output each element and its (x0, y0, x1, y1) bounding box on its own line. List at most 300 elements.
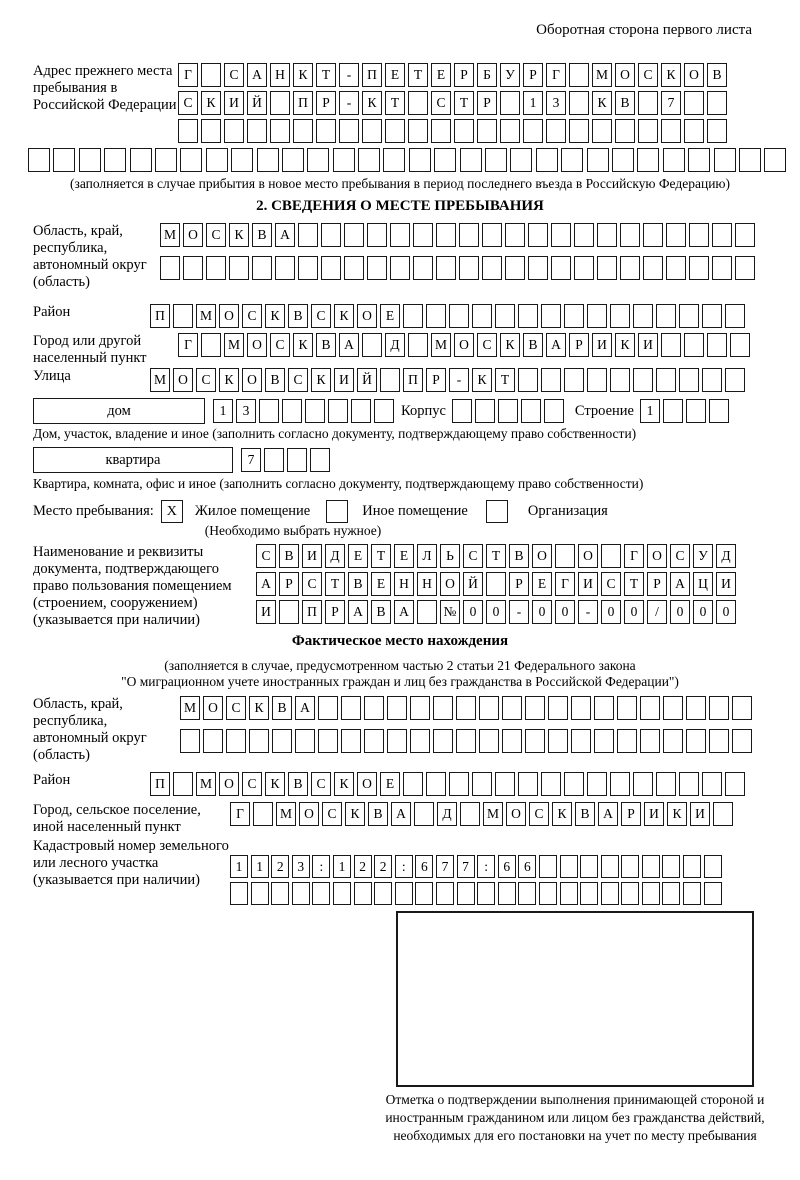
char-cell[interactable]: - (578, 600, 598, 624)
char-cell[interactable]: В (371, 600, 391, 624)
char-cell[interactable] (485, 148, 507, 172)
char-cell[interactable] (436, 256, 456, 280)
char-cell[interactable] (679, 772, 699, 796)
char-cell[interactable] (362, 119, 382, 143)
char-cell[interactable] (495, 304, 515, 328)
char-cell[interactable] (684, 91, 704, 115)
char-cell[interactable] (390, 223, 410, 247)
char-cell[interactable] (272, 729, 292, 753)
char-cell[interactable] (587, 368, 607, 392)
char-cell[interactable]: К (229, 223, 249, 247)
char-cell[interactable] (555, 544, 575, 568)
char-cell[interactable]: С (226, 696, 246, 720)
char-cell[interactable]: М (276, 802, 296, 826)
char-cell[interactable] (502, 696, 522, 720)
char-cell[interactable]: 3 (292, 855, 310, 878)
char-cell[interactable] (518, 882, 536, 905)
char-cell[interactable]: С (477, 333, 497, 357)
char-cell[interactable] (704, 855, 722, 878)
char-cell[interactable] (725, 368, 745, 392)
char-cell[interactable] (662, 855, 680, 878)
char-cell[interactable] (472, 772, 492, 796)
char-cell[interactable] (321, 256, 341, 280)
char-cell[interactable] (656, 304, 676, 328)
char-cell[interactable]: К (661, 63, 681, 87)
char-cell[interactable] (318, 696, 338, 720)
char-cell[interactable]: 0 (601, 600, 621, 624)
char-cell[interactable]: К (592, 91, 612, 115)
char-cell[interactable]: О (578, 544, 598, 568)
char-cell[interactable]: А (391, 802, 411, 826)
char-cell[interactable]: Н (270, 63, 290, 87)
char-cell[interactable]: Й (247, 91, 267, 115)
char-cell[interactable]: : (312, 855, 330, 878)
char-cell[interactable]: С (196, 368, 216, 392)
char-cell[interactable] (725, 304, 745, 328)
char-cell[interactable]: Е (371, 572, 391, 596)
char-cell[interactable] (367, 223, 387, 247)
char-cell[interactable] (642, 855, 660, 878)
char-cell[interactable]: С (431, 91, 451, 115)
char-cell[interactable] (686, 729, 706, 753)
char-cell[interactable] (479, 696, 499, 720)
char-cell[interactable] (459, 223, 479, 247)
char-cell[interactable]: А (670, 572, 690, 596)
char-cell[interactable]: Г (230, 802, 250, 826)
char-cell[interactable] (270, 91, 290, 115)
char-cell[interactable] (449, 304, 469, 328)
char-cell[interactable] (707, 119, 727, 143)
char-cell[interactable]: В (368, 802, 388, 826)
char-cell[interactable] (643, 223, 663, 247)
char-cell[interactable] (410, 696, 430, 720)
char-cell[interactable] (354, 882, 372, 905)
char-cell[interactable] (709, 399, 729, 423)
char-cell[interactable] (201, 119, 221, 143)
char-cell[interactable] (536, 148, 558, 172)
char-cell[interactable] (457, 882, 475, 905)
char-cell[interactable] (180, 729, 200, 753)
char-cell[interactable] (434, 148, 456, 172)
char-cell[interactable]: Е (380, 772, 400, 796)
char-cell[interactable] (333, 882, 351, 905)
char-cell[interactable] (498, 399, 518, 423)
char-cell[interactable] (561, 148, 583, 172)
char-cell[interactable] (253, 802, 273, 826)
char-cell[interactable] (403, 772, 423, 796)
char-cell[interactable] (282, 399, 302, 423)
char-cell[interactable] (395, 882, 413, 905)
char-cell[interactable] (544, 399, 564, 423)
char-cell[interactable]: И (256, 600, 276, 624)
char-cell[interactable] (610, 368, 630, 392)
char-cell[interactable]: 7 (241, 448, 261, 472)
char-cell[interactable]: 1 (333, 855, 351, 878)
char-cell[interactable] (477, 119, 497, 143)
char-cell[interactable] (472, 304, 492, 328)
char-cell[interactable] (684, 333, 704, 357)
char-cell[interactable]: Д (325, 544, 345, 568)
char-cell[interactable]: 0 (693, 600, 713, 624)
char-cell[interactable]: К (552, 802, 572, 826)
char-cell[interactable]: : (477, 855, 495, 878)
char-cell[interactable] (574, 223, 594, 247)
char-cell[interactable] (287, 448, 307, 472)
char-cell[interactable]: 3 (546, 91, 566, 115)
char-cell[interactable] (661, 119, 681, 143)
char-cell[interactable] (580, 855, 598, 878)
char-cell[interactable] (620, 256, 640, 280)
char-cell[interactable] (712, 256, 732, 280)
char-cell[interactable] (206, 256, 226, 280)
char-cell[interactable] (408, 333, 428, 357)
char-cell[interactable] (518, 368, 538, 392)
char-cell[interactable] (704, 882, 722, 905)
char-cell[interactable]: Г (178, 333, 198, 357)
char-cell[interactable] (271, 882, 289, 905)
char-cell[interactable] (615, 119, 635, 143)
char-cell[interactable]: В (575, 802, 595, 826)
char-cell[interactable] (226, 729, 246, 753)
char-cell[interactable]: И (592, 333, 612, 357)
char-cell[interactable]: С (270, 333, 290, 357)
char-cell[interactable] (305, 399, 325, 423)
char-cell[interactable] (640, 696, 660, 720)
char-cell[interactable]: С (288, 368, 308, 392)
char-cell[interactable] (374, 882, 392, 905)
char-cell[interactable] (666, 256, 686, 280)
char-cell[interactable]: Ц (693, 572, 713, 596)
char-cell[interactable]: Т (454, 91, 474, 115)
char-cell[interactable]: Р (477, 91, 497, 115)
char-cell[interactable]: 2 (271, 855, 289, 878)
char-cell[interactable] (633, 368, 653, 392)
char-cell[interactable]: 0 (532, 600, 552, 624)
char-cell[interactable] (523, 119, 543, 143)
char-cell[interactable] (298, 223, 318, 247)
char-cell[interactable]: С (322, 802, 342, 826)
char-cell[interactable]: О (440, 572, 460, 596)
char-cell[interactable] (475, 399, 495, 423)
char-cell[interactable] (640, 729, 660, 753)
char-cell[interactable]: О (532, 544, 552, 568)
char-cell[interactable]: Г (555, 572, 575, 596)
char-cell[interactable]: В (288, 772, 308, 796)
char-cell[interactable]: Г (546, 63, 566, 87)
char-cell[interactable]: А (598, 802, 618, 826)
char-cell[interactable] (403, 304, 423, 328)
char-cell[interactable]: О (647, 544, 667, 568)
char-cell[interactable]: И (644, 802, 664, 826)
char-cell[interactable]: О (247, 333, 267, 357)
char-cell[interactable] (495, 772, 515, 796)
char-cell[interactable]: К (293, 333, 313, 357)
char-cell[interactable] (479, 729, 499, 753)
char-cell[interactable]: А (394, 600, 414, 624)
char-cell[interactable] (426, 304, 446, 328)
char-cell[interactable] (587, 772, 607, 796)
char-cell[interactable]: О (615, 63, 635, 87)
char-cell[interactable] (739, 148, 761, 172)
char-cell[interactable] (415, 882, 433, 905)
char-cell[interactable] (298, 256, 318, 280)
char-cell[interactable] (410, 729, 430, 753)
char-cell[interactable]: К (362, 91, 382, 115)
char-cell[interactable] (686, 696, 706, 720)
char-cell[interactable] (500, 119, 520, 143)
char-cell[interactable] (569, 63, 589, 87)
char-cell[interactable] (482, 223, 502, 247)
char-cell[interactable] (436, 882, 454, 905)
char-cell[interactable] (551, 256, 571, 280)
char-cell[interactable]: С (638, 63, 658, 87)
char-cell[interactable]: М (431, 333, 451, 357)
char-cell[interactable] (316, 119, 336, 143)
char-cell[interactable] (155, 148, 177, 172)
char-cell[interactable] (452, 399, 472, 423)
char-cell[interactable]: С (311, 304, 331, 328)
char-cell[interactable]: П (150, 304, 170, 328)
char-cell[interactable]: С (256, 544, 276, 568)
char-cell[interactable] (518, 772, 538, 796)
char-cell[interactable] (413, 223, 433, 247)
char-cell[interactable] (683, 855, 701, 878)
char-cell[interactable] (541, 772, 561, 796)
char-cell[interactable]: О (242, 368, 262, 392)
char-cell[interactable] (270, 119, 290, 143)
char-cell[interactable] (689, 223, 709, 247)
char-cell[interactable]: 6 (415, 855, 433, 878)
char-cell[interactable] (594, 729, 614, 753)
char-cell[interactable]: Д (437, 802, 457, 826)
char-cell[interactable] (702, 772, 722, 796)
char-cell[interactable]: - (339, 91, 359, 115)
char-cell[interactable] (571, 729, 591, 753)
char-cell[interactable]: Б (477, 63, 497, 87)
char-cell[interactable]: В (523, 333, 543, 357)
char-cell[interactable]: К (472, 368, 492, 392)
char-cell[interactable]: С (311, 772, 331, 796)
char-cell[interactable] (477, 882, 495, 905)
char-cell[interactable] (560, 855, 578, 878)
char-cell[interactable] (201, 63, 221, 87)
char-cell[interactable]: - (449, 368, 469, 392)
char-cell[interactable]: Д (385, 333, 405, 357)
char-cell[interactable] (459, 256, 479, 280)
char-cell[interactable]: Т (486, 544, 506, 568)
char-cell[interactable] (307, 148, 329, 172)
char-cell[interactable]: О (357, 772, 377, 796)
char-cell[interactable] (206, 148, 228, 172)
char-cell[interactable]: С (302, 572, 322, 596)
char-cell[interactable]: 0 (486, 600, 506, 624)
char-cell[interactable] (417, 600, 437, 624)
char-cell[interactable]: Г (624, 544, 644, 568)
char-cell[interactable] (505, 223, 525, 247)
char-cell[interactable] (390, 256, 410, 280)
char-cell[interactable] (482, 256, 502, 280)
char-cell[interactable]: С (178, 91, 198, 115)
char-cell[interactable] (28, 148, 50, 172)
char-cell[interactable] (714, 148, 736, 172)
char-cell[interactable]: К (334, 772, 354, 796)
char-cell[interactable] (564, 304, 584, 328)
char-cell[interactable]: В (615, 91, 635, 115)
char-cell[interactable] (684, 119, 704, 143)
char-cell[interactable]: С (224, 63, 244, 87)
char-cell[interactable]: И (334, 368, 354, 392)
char-cell[interactable]: П (362, 63, 382, 87)
char-cell[interactable]: И (224, 91, 244, 115)
char-cell[interactable]: М (224, 333, 244, 357)
char-cell[interactable]: Р (621, 802, 641, 826)
char-cell[interactable]: С (601, 572, 621, 596)
char-cell[interactable]: И (716, 572, 736, 596)
char-cell[interactable] (594, 696, 614, 720)
char-cell[interactable] (231, 148, 253, 172)
char-cell[interactable]: С (242, 304, 262, 328)
char-cell[interactable] (709, 696, 729, 720)
char-cell[interactable] (580, 882, 598, 905)
char-cell[interactable] (449, 772, 469, 796)
char-cell[interactable] (104, 148, 126, 172)
char-cell[interactable]: М (483, 802, 503, 826)
char-cell[interactable] (663, 696, 683, 720)
char-cell[interactable]: У (693, 544, 713, 568)
char-cell[interactable]: А (546, 333, 566, 357)
char-cell[interactable]: А (348, 600, 368, 624)
char-cell[interactable]: П (150, 772, 170, 796)
char-cell[interactable] (502, 729, 522, 753)
char-cell[interactable] (663, 148, 685, 172)
char-cell[interactable] (521, 399, 541, 423)
char-cell[interactable] (571, 696, 591, 720)
char-cell[interactable] (617, 729, 637, 753)
char-cell[interactable]: 6 (518, 855, 536, 878)
char-cell[interactable] (638, 119, 658, 143)
char-cell[interactable] (79, 148, 101, 172)
char-cell[interactable] (621, 882, 639, 905)
char-cell[interactable] (679, 368, 699, 392)
char-cell[interactable]: М (180, 696, 200, 720)
char-cell[interactable] (312, 882, 330, 905)
char-cell[interactable]: Г (178, 63, 198, 87)
char-cell[interactable] (528, 256, 548, 280)
char-cell[interactable]: 7 (661, 91, 681, 115)
char-cell[interactable]: К (293, 63, 313, 87)
char-cell[interactable]: / (647, 600, 667, 624)
char-cell[interactable]: Т (624, 572, 644, 596)
char-cell[interactable] (569, 119, 589, 143)
char-cell[interactable] (713, 802, 733, 826)
char-cell[interactable] (460, 148, 482, 172)
char-cell[interactable] (409, 148, 431, 172)
char-cell[interactable] (525, 729, 545, 753)
char-cell[interactable] (328, 399, 348, 423)
char-cell[interactable]: 1 (251, 855, 269, 878)
char-cell[interactable] (293, 119, 313, 143)
char-cell[interactable]: Р (316, 91, 336, 115)
char-cell[interactable] (282, 148, 304, 172)
char-cell[interactable] (321, 223, 341, 247)
char-cell[interactable]: 2 (354, 855, 372, 878)
char-cell[interactable] (633, 304, 653, 328)
char-cell[interactable] (383, 148, 405, 172)
char-cell[interactable]: Л (417, 544, 437, 568)
char-cell[interactable] (569, 91, 589, 115)
char-cell[interactable]: В (316, 333, 336, 357)
char-cell[interactable] (662, 882, 680, 905)
char-cell[interactable] (295, 729, 315, 753)
char-cell[interactable]: Р (509, 572, 529, 596)
char-cell[interactable]: Е (532, 572, 552, 596)
char-cell[interactable] (656, 368, 676, 392)
char-cell[interactable]: К (615, 333, 635, 357)
char-cell[interactable]: 0 (555, 600, 575, 624)
char-cell[interactable] (173, 304, 193, 328)
char-cell[interactable] (620, 223, 640, 247)
char-cell[interactable] (528, 223, 548, 247)
char-cell[interactable]: Е (348, 544, 368, 568)
char-cell[interactable] (510, 148, 532, 172)
char-cell[interactable]: 1 (640, 399, 660, 423)
char-cell[interactable] (257, 148, 279, 172)
char-cell[interactable] (183, 256, 203, 280)
char-cell[interactable] (413, 256, 433, 280)
char-cell[interactable]: 1 (230, 855, 248, 878)
checkbox-organization[interactable] (486, 500, 508, 523)
char-cell[interactable] (498, 882, 516, 905)
char-cell[interactable] (709, 729, 729, 753)
char-cell[interactable]: 1 (523, 91, 543, 115)
char-cell[interactable]: К (219, 368, 239, 392)
char-cell[interactable] (612, 148, 634, 172)
char-cell[interactable]: О (183, 223, 203, 247)
char-cell[interactable] (539, 882, 557, 905)
char-cell[interactable] (764, 148, 786, 172)
char-cell[interactable]: С (463, 544, 483, 568)
char-cell[interactable] (251, 882, 269, 905)
char-cell[interactable]: : (395, 855, 413, 878)
char-cell[interactable] (525, 696, 545, 720)
char-cell[interactable] (486, 572, 506, 596)
char-cell[interactable]: Р (647, 572, 667, 596)
char-cell[interactable]: В (272, 696, 292, 720)
char-cell[interactable] (564, 368, 584, 392)
char-cell[interactable]: К (265, 772, 285, 796)
char-cell[interactable] (275, 256, 295, 280)
char-cell[interactable] (362, 333, 382, 357)
char-cell[interactable]: П (302, 600, 322, 624)
char-cell[interactable] (732, 729, 752, 753)
char-cell[interactable]: О (203, 696, 223, 720)
char-cell[interactable]: А (256, 572, 276, 596)
char-cell[interactable]: Р (325, 600, 345, 624)
char-cell[interactable]: 0 (463, 600, 483, 624)
char-cell[interactable] (548, 729, 568, 753)
char-cell[interactable]: 0 (670, 600, 690, 624)
char-cell[interactable]: Н (417, 572, 437, 596)
char-cell[interactable] (702, 304, 722, 328)
char-cell[interactable]: Н (394, 572, 414, 596)
char-cell[interactable]: М (160, 223, 180, 247)
char-cell[interactable]: Т (495, 368, 515, 392)
char-cell[interactable]: 1 (213, 399, 233, 423)
char-cell[interactable] (341, 729, 361, 753)
char-cell[interactable]: С (529, 802, 549, 826)
char-cell[interactable] (229, 256, 249, 280)
char-cell[interactable]: О (173, 368, 193, 392)
